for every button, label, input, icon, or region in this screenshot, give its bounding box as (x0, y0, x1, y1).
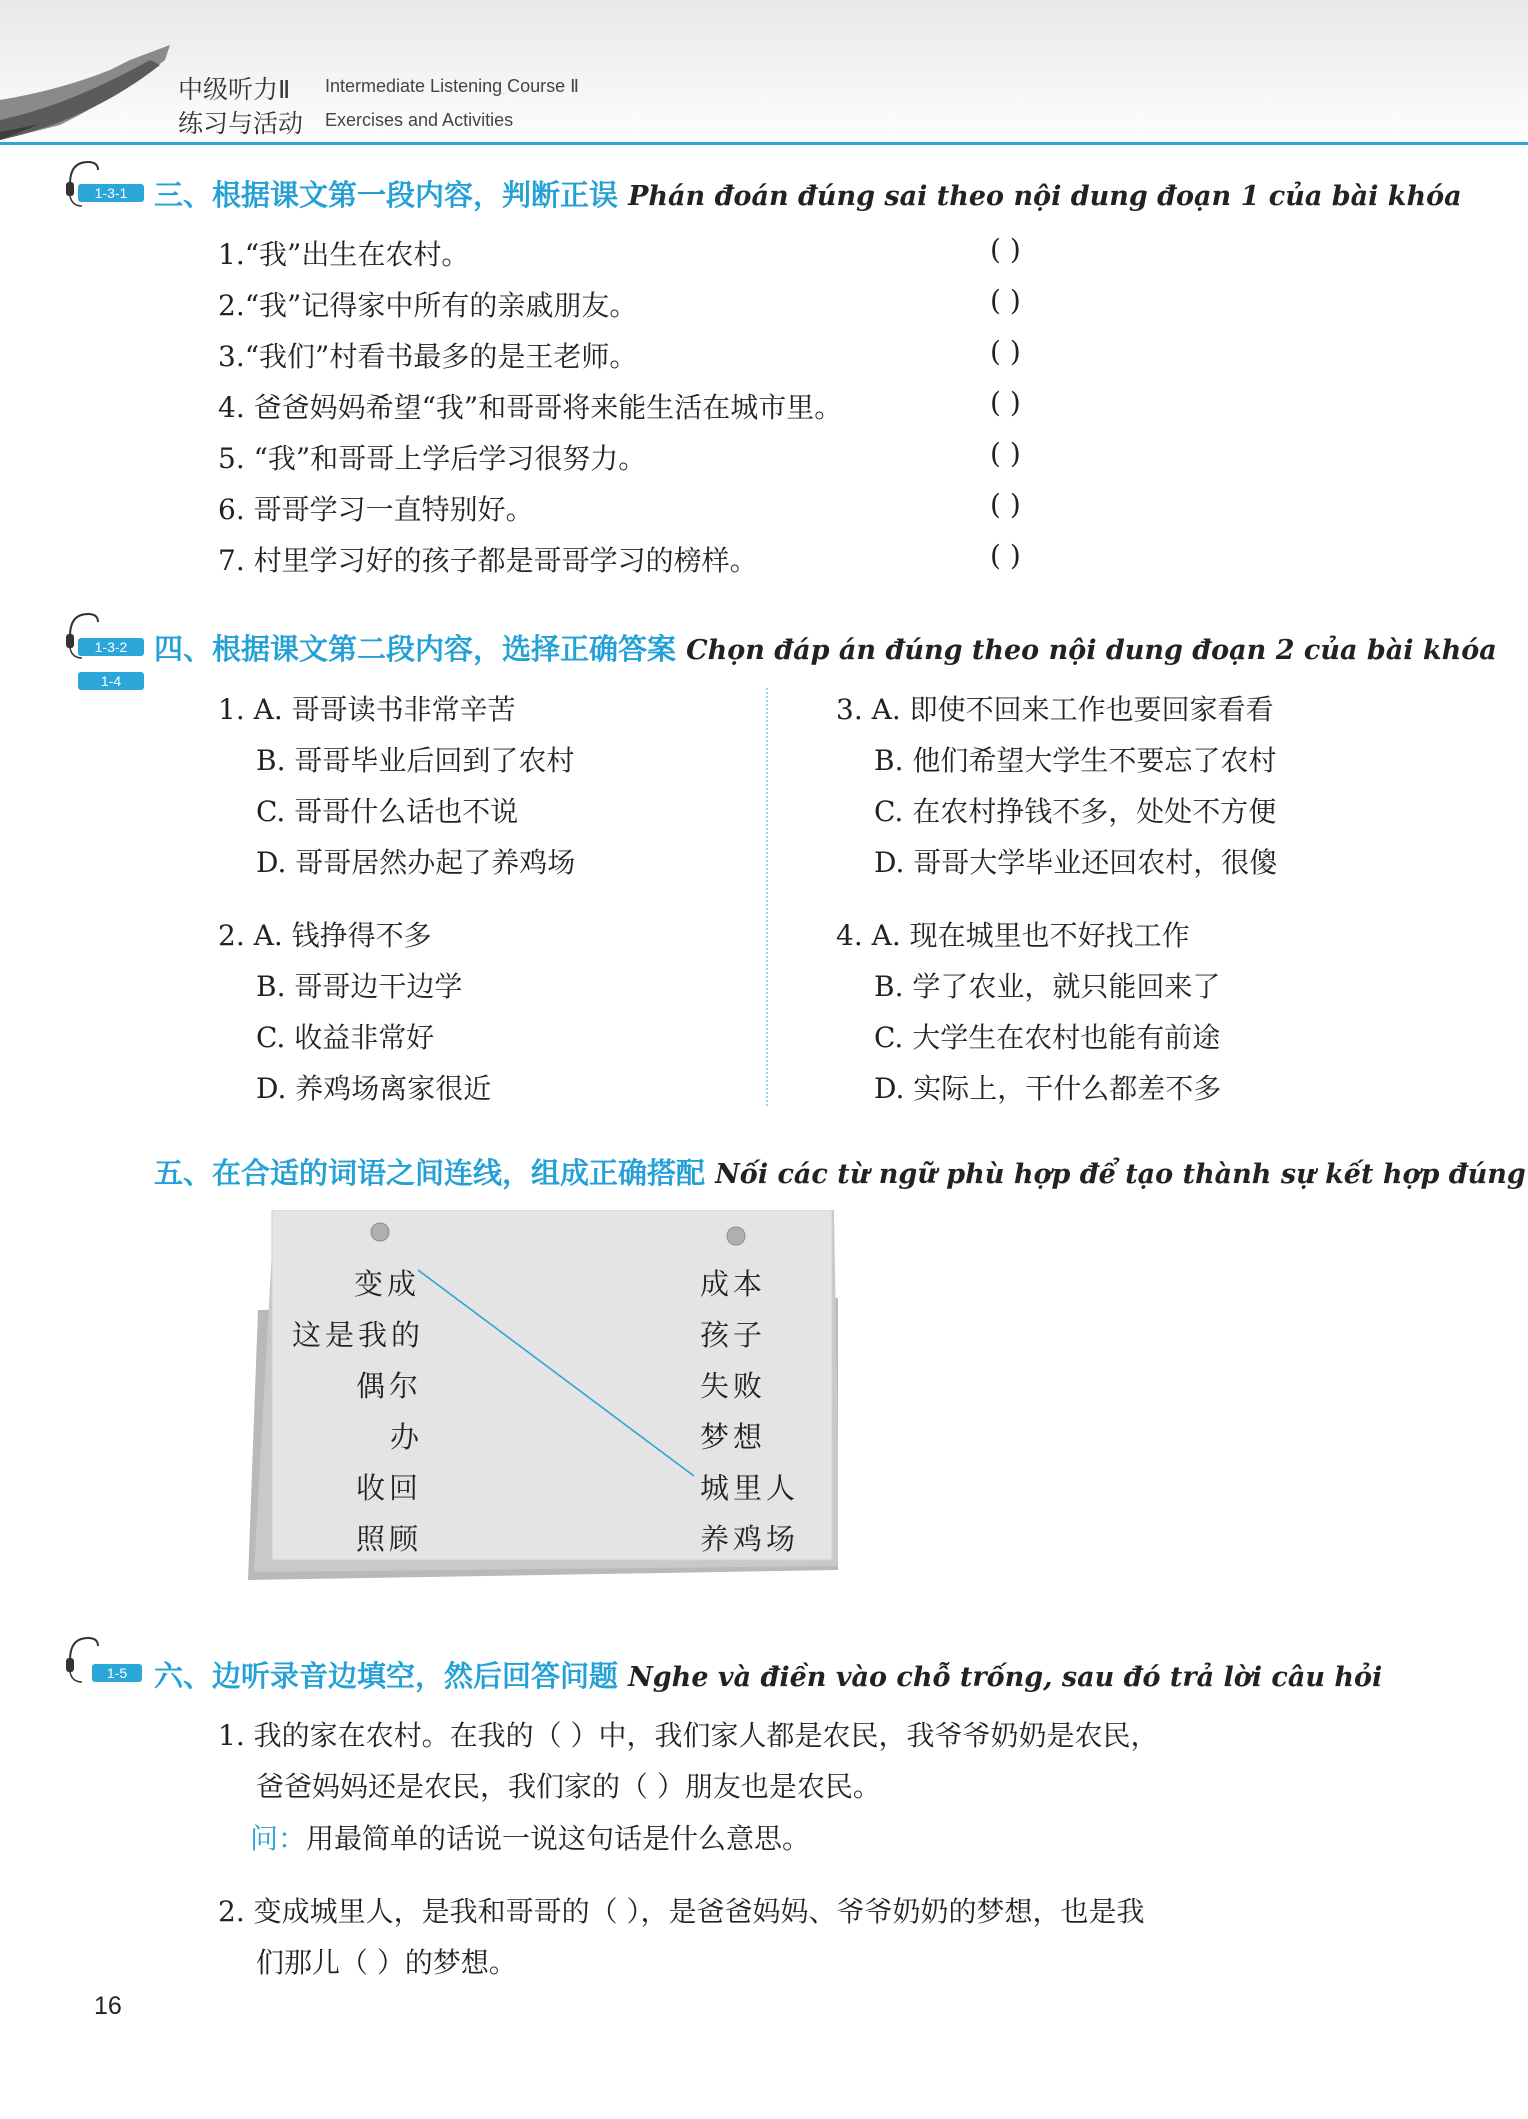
q2-option-a: 2. A. 钱挣得不多 (218, 919, 432, 952)
section4-title-vi: Chọn đáp án đúng theo nội dung đoạn 2 của bài khóa (686, 635, 1497, 666)
judge-item-1: 1.“我”出生在农村。 (218, 238, 470, 271)
audio-track-badge: 1-5 (92, 1664, 142, 1682)
q4-option-c: C. 大学生在农村也能有前途 (874, 1021, 1221, 1054)
right-word-5[interactable]: 城里人 (700, 1471, 800, 1505)
question-label: 问： (250, 1822, 307, 1855)
right-word-4[interactable]: 梦想 (700, 1420, 767, 1454)
left-word-3[interactable]: 偶尔 (356, 1369, 423, 1403)
section3-title-vi: Phán đoán đúng sai theo nội dung đoạn 1 của bài khóa (628, 181, 1462, 212)
q1-option-b: B. 哥哥毕业后回到了农村 (256, 744, 575, 777)
q3-option-b: B. 他们希望大学生不要忘了农村 (874, 744, 1277, 777)
judge-item-7: 7. 村里学习好的孩子都是哥哥学习的榜样。 (218, 544, 758, 577)
judge-item-2: 2.“我”记得家中所有的亲戚朋友。 (218, 289, 638, 322)
header-subtitle-cn: 练习与活动 (178, 109, 304, 138)
pagoda-roof-icon (0, 40, 170, 140)
answer-blank[interactable]: ( ) (990, 335, 1021, 368)
header-title-cn: 中级听力Ⅱ (178, 75, 291, 104)
header-rule (0, 142, 1528, 145)
header-subtitle-en: Exercises and Activities (325, 110, 514, 130)
judge-item-6: 6. 哥哥学习一直特别好。 (218, 493, 534, 526)
section4-title (154, 627, 1497, 668)
q3-option-c: C. 在农村挣钱不多，处处不方便 (874, 795, 1277, 828)
fill-blank-q2-line1[interactable]: 2. 变成城里人，是我和哥哥的（ ），是爸爸妈妈、爷爷奶奶的梦想，也是我 (218, 1895, 1145, 1928)
judge-item-3: 3.“我们”村看书最多的是王老师。 (218, 340, 638, 373)
fill-blank-q1-line2[interactable]: 爸爸妈妈还是农民，我们家的（ ）朋友也是农民。 (256, 1770, 881, 1803)
left-word-4[interactable]: 办 (390, 1420, 424, 1454)
left-word-2[interactable]: 这是我的 (292, 1318, 425, 1352)
section5-title (154, 1151, 1526, 1192)
judge-item-4: 4. 爸爸妈妈希望“我”和哥哥将来能生活在城市里。 (218, 391, 843, 424)
section4-title-cn: 四、根据课文第二段内容，选择正确答案 (154, 632, 677, 666)
section3-title-cn: 三、根据课文第一段内容，判断正误 (154, 178, 619, 212)
q3-option-d: D. 哥哥大学毕业还回农村，很傻 (874, 846, 1278, 879)
question-prompt (250, 1817, 810, 1857)
page-header (0, 0, 1528, 148)
audio-track-badge: 1-4 (78, 672, 144, 690)
question-text: 用最简单的话说一说这句话是什么意思。 (306, 1822, 811, 1855)
q2-option-b: B. 哥哥边干边学 (256, 970, 463, 1003)
q2-option-c: C. 收益非常好 (256, 1021, 435, 1054)
right-word-1[interactable]: 成本 (700, 1267, 767, 1301)
judge-item-5: 5. “我”和哥哥上学后学习很努力。 (218, 442, 647, 475)
fill-blank-q2-line2[interactable]: 们那儿（ ）的梦想。 (256, 1946, 517, 1979)
left-word-5[interactable]: 收回 (356, 1471, 423, 1505)
answer-blank[interactable]: ( ) (990, 488, 1021, 521)
answer-blank[interactable]: ( ) (990, 539, 1021, 572)
right-word-3[interactable]: 失败 (700, 1369, 767, 1403)
section6-title (154, 1654, 1382, 1695)
q1-option-c: C. 哥哥什么话也不说 (256, 795, 519, 828)
section5-title-vi: Nối các từ ngữ phù hợp để tạo thành sự kết hợp đúng (715, 1159, 1526, 1190)
q4-option-a: 4. A. 现在城里也不好找工作 (836, 919, 1190, 952)
answer-blank[interactable]: ( ) (990, 386, 1021, 419)
q2-option-d: D. 养鸡场离家很近 (256, 1072, 492, 1105)
section6-title-cn: 六、边听录音边填空，然后回答问题 (154, 1659, 619, 1693)
section6-title-vi: Nghe và điền vào chỗ trống, sau đó trả lời câu hỏi (628, 1662, 1383, 1693)
section3-title (154, 173, 1462, 214)
right-word-2[interactable]: 孩子 (700, 1318, 767, 1352)
fill-blank-q1-line1[interactable]: 1. 我的家在农村。在我的（ ）中，我们家人都是农民，我爷爷奶奶是农民， (218, 1719, 1159, 1752)
q4-option-b: B. 学了农业，就只能回来了 (874, 970, 1221, 1003)
answer-blank[interactable]: ( ) (990, 233, 1021, 266)
audio-track-badge: 1-3-1 (78, 184, 144, 202)
page-number: 16 (94, 1992, 122, 2020)
audio-track-badge: 1-3-2 (78, 638, 144, 656)
answer-blank[interactable]: ( ) (990, 437, 1021, 470)
answer-blank[interactable]: ( ) (990, 284, 1021, 317)
q4-option-d: D. 实际上，干什么都差不多 (874, 1072, 1222, 1105)
column-divider (766, 688, 768, 1106)
right-word-6[interactable]: 养鸡场 (700, 1522, 800, 1556)
q1-option-d: D. 哥哥居然办起了养鸡场 (256, 846, 576, 879)
q3-option-a: 3. A. 即使不回来工作也要回家看看 (836, 693, 1274, 726)
left-word-1[interactable]: 变成 (354, 1267, 421, 1301)
header-title-en: Intermediate Listening Course Ⅱ (325, 76, 579, 96)
section5-title-cn: 五、在合适的词语之间连线，组成正确搭配 (154, 1156, 706, 1190)
q1-option-a: 1. A. 哥哥读书非常辛苦 (218, 693, 516, 726)
left-word-6[interactable]: 照顾 (356, 1522, 423, 1556)
